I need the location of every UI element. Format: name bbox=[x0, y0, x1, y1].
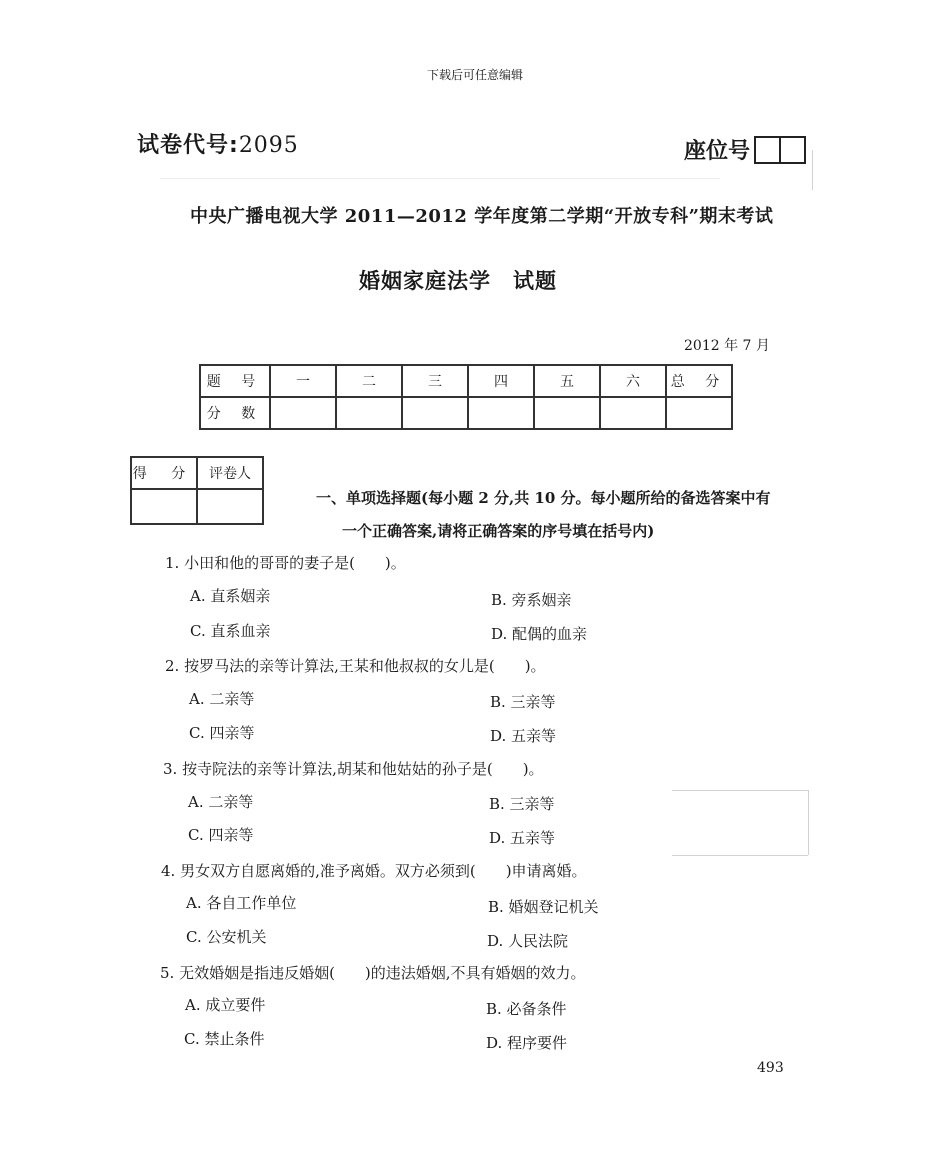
section-instructions-line: 一个正确答案,请将正确答案的序号填在括号内) bbox=[342, 522, 655, 540]
question-option: B. 三亲等 bbox=[489, 795, 555, 813]
question-option: B. 婚姻登记机关 bbox=[488, 898, 599, 916]
exam-title: 中央广播电视大学 2011—2012 学年度第二学期“开放专科”期末考试 bbox=[190, 206, 774, 227]
question-option: B. 必备条件 bbox=[486, 1000, 567, 1018]
score-table-header-cell: 二 bbox=[336, 365, 402, 397]
score-table-header-row bbox=[200, 365, 732, 397]
score-table-header-cell: 六 bbox=[600, 365, 666, 397]
question-option: A. 各自工作单位 bbox=[186, 894, 297, 912]
question-stem: 1. 小田和他的哥哥的妻子是( )。 bbox=[165, 554, 406, 572]
question-option: C. 四亲等 bbox=[189, 724, 255, 742]
score-table-header-cell: 五 bbox=[534, 365, 600, 397]
question-option: C. 公安机关 bbox=[186, 928, 267, 946]
score-cell bbox=[402, 397, 468, 429]
scan-edge-line bbox=[808, 790, 809, 855]
score-cell bbox=[270, 397, 336, 429]
score-cell bbox=[666, 397, 732, 429]
question-option: C. 禁止条件 bbox=[184, 1030, 265, 1048]
seat-number-boxes bbox=[754, 136, 806, 164]
subject-title bbox=[359, 265, 557, 295]
score-table-header-cell: 题 号 bbox=[200, 365, 270, 397]
question-option: A. 二亲等 bbox=[188, 793, 254, 811]
grader-table bbox=[130, 456, 264, 525]
score-table-row-label: 分 数 bbox=[200, 397, 270, 429]
question-option: D. 人民法院 bbox=[487, 932, 569, 950]
question-option: A. 成立要件 bbox=[185, 996, 266, 1014]
score-cell bbox=[600, 397, 666, 429]
question-option: D. 五亲等 bbox=[489, 829, 556, 847]
question-option: D. 五亲等 bbox=[490, 727, 557, 745]
scan-edge-line bbox=[672, 855, 808, 856]
question-option: A. 直系姻亲 bbox=[190, 587, 271, 605]
question-option: B. 三亲等 bbox=[490, 693, 556, 711]
question-option: C. 直系血亲 bbox=[190, 622, 271, 640]
subject-name: 婚姻家庭法学 bbox=[359, 269, 491, 293]
seat-box bbox=[779, 138, 804, 162]
score-table-header-cell: 总 分 bbox=[666, 365, 732, 397]
seat-label: 座位号 bbox=[684, 139, 751, 164]
seat-box bbox=[756, 138, 779, 162]
paper-code bbox=[137, 128, 299, 159]
paper-code-number: 2095 bbox=[238, 133, 299, 158]
question-stem: 4. 男女双方自愿离婚的,准予离婚。双方必须到( )申请离婚。 bbox=[161, 862, 587, 880]
question-option: A. 二亲等 bbox=[189, 690, 255, 708]
grader-score-cell bbox=[131, 489, 197, 524]
question-stem: 3. 按寺院法的亲等计算法,胡某和他姑姑的孙子是( )。 bbox=[163, 760, 544, 778]
paper-code-label: 试卷代号: bbox=[137, 133, 239, 158]
page-number: 493 bbox=[757, 1060, 784, 1076]
grader-label: 评卷人 bbox=[197, 457, 263, 489]
grader-score-label: 得 分 bbox=[131, 457, 197, 489]
score-cell bbox=[468, 397, 534, 429]
question-option: D. 配偶的血亲 bbox=[491, 625, 588, 643]
question-stem: 5. 无效婚姻是指违反婚姻( )的违法婚姻,不具有婚姻的效力。 bbox=[160, 964, 586, 982]
subject-suffix: 试题 bbox=[513, 269, 557, 293]
question-option: C. 四亲等 bbox=[188, 826, 254, 844]
score-cell bbox=[336, 397, 402, 429]
scan-edge-line bbox=[672, 790, 808, 791]
score-table-header-cell: 三 bbox=[402, 365, 468, 397]
score-table-score-row bbox=[200, 397, 732, 429]
score-table-header-cell: 一 bbox=[270, 365, 336, 397]
question-stem: 2. 按罗马法的亲等计算法,王某和他叔叔的女儿是( )。 bbox=[165, 657, 546, 675]
seat-number bbox=[684, 134, 806, 165]
scan-edge-line bbox=[160, 178, 720, 179]
score-table bbox=[199, 364, 733, 430]
section-instructions-line: 一、单项选择题(每小题 2 分,共 10 分。每小题所给的备选答案中有 bbox=[316, 489, 771, 507]
score-table-header-cell: 四 bbox=[468, 365, 534, 397]
question-option: B. 旁系姻亲 bbox=[491, 591, 572, 609]
scan-edge-line bbox=[812, 150, 813, 190]
exam-date: 2012 年 7 月 bbox=[684, 338, 770, 354]
grader-table-header-row bbox=[131, 457, 263, 489]
grader-name-cell bbox=[197, 489, 263, 524]
question-option: D. 程序要件 bbox=[486, 1034, 568, 1052]
download-note: 下载后可任意编辑 bbox=[426, 68, 523, 82]
score-cell bbox=[534, 397, 600, 429]
grader-table-blank-row bbox=[131, 489, 263, 524]
